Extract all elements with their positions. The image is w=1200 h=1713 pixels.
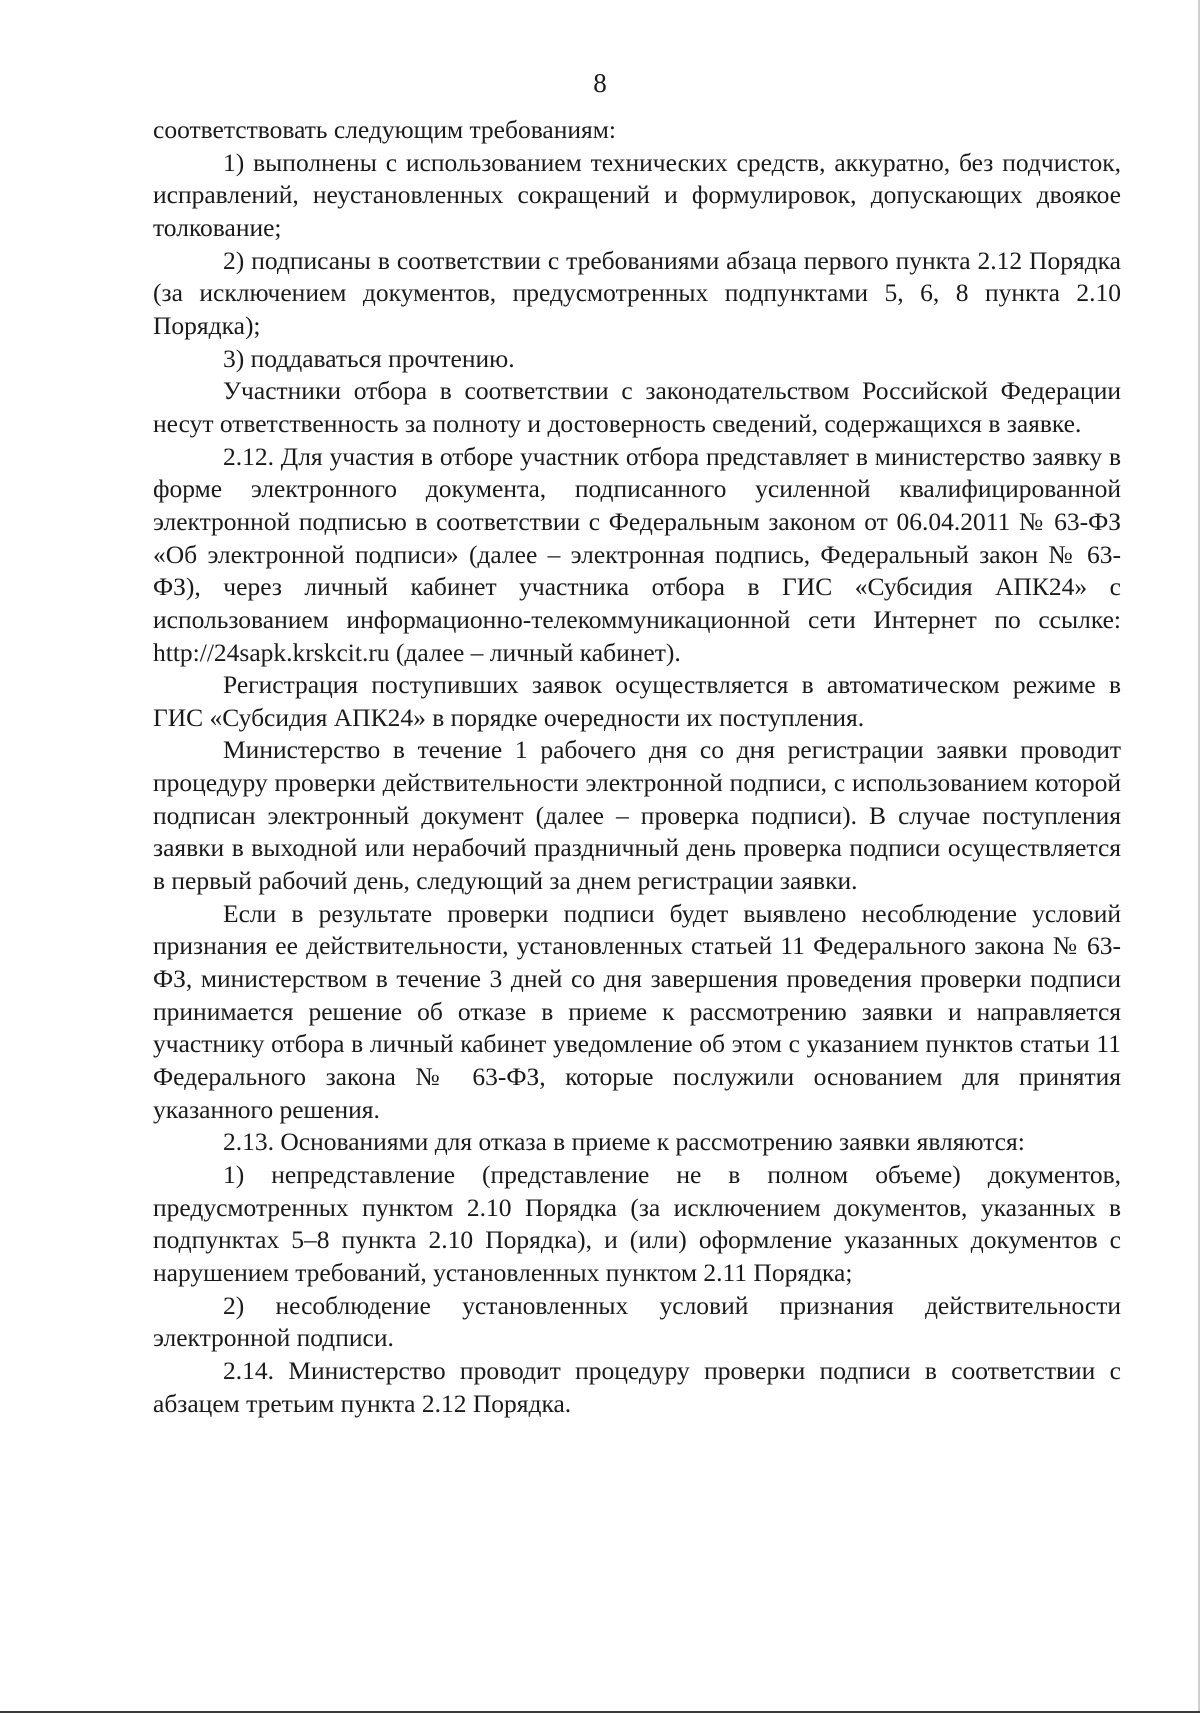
paragraph-refusal-decision: Если в результате проверки подписи будет выявлено несоблюдение условий признания ее действительности, установленных статьей 11 Федерального закона № 63-ФЗ, министерством в течение 3 дней со дня завершения проведения проверки подписи принимается решение об отказе в приеме к рассмотрению заявки и направляется участнику отбора в личный кабинет уведомление об этом с указанием пунктов статьи 11 Федерального закона № 63-ФЗ, которые послужили основанием для принятия указанного решения.: [153, 898, 1121, 1124]
paragraph-2-13: 2.13. Основаниями для отказа в приеме к рассмотрению заявки являются:: [223, 1127, 1025, 1157]
paragraph-continuation: соответствовать следующим требованиям:: [153, 115, 616, 144]
paragraph-2-12: 2.12. Для участия в отборе участник отбора представляет в министерство заявку в форме электронного документа, подписанного усиленной квалифицированной электронной подписью в соответствии с Федеральным законом от 06.04.2011 № 63-ФЗ «Об электронной подписи» (далее – электронная подпись, Федеральный закон № 63-ФЗ), через личный кабинет участника отбора в ГИС «Субсидия АПК24» с использованием информационно-телекоммуникационной сети Интернет по ссылке: http://24sapk.krskcit.ru (далее – личный кабинет).: [153, 441, 1121, 667]
paragraph-2-13-item-1: 1) непредставление (представление не в полном объеме) документов, предусмотренных пунктом 2.10 Порядка (за исключением документов, указанных в подпунктах 5–8 пункта 2.10 Порядка), и (или) оформление указанных документов с нарушением требований, установленных пунктом 2.11 Порядка;: [153, 1160, 1121, 1287]
paragraph-signature-check: Министерство в течение 1 рабочего дня со дня регистрации заявки проводит процедуру проверки действительности электронной подписи, с использованием которой подписан электронный документ (далее – проверка подписи). В случае поступления заявки в выходной или нерабочий праздничный день проверка подписи осуществляется в первый рабочий день, следующий за днем регистрации заявки.: [153, 735, 1121, 896]
page-number: 8: [593, 68, 607, 98]
document-body: [153, 114, 1121, 1420]
paragraph-participants-responsibility: Участники отбора в соответствии с законодательством Российской Федерации несут ответственность за полноту и достоверность сведений, содержащихся в заявке.: [153, 376, 1121, 438]
paragraph-2-13-item-2: 2) несоблюдение установленных условий признания действительности электронной подписи.: [153, 1290, 1121, 1353]
paragraph-item-2: 2) подписаны в соответствии с требованиями абзаца первого пункта 2.12 Порядка (за исключением документов, предусмотренных подпунктами 5, 6, 8 пункта 2.10 Порядка);: [153, 245, 1121, 340]
paragraph-item-3: 3) поддаваться прочтению.: [223, 343, 515, 373]
paragraph-item-1: 1) выполнены с использованием технических средств, аккуратно, без подчисток, исправлений, неустановленных сокращений и формулировок, допускающих двоякое толкование;: [153, 147, 1121, 242]
paragraph-2-14: 2.14. Министерство проводит процедуру проверки подписи в соответствии с абзацем третьим пункта 2.12 Порядка.: [153, 1355, 1121, 1418]
paragraph-registration: Регистрация поступивших заявок осуществляется в автоматическом режиме в ГИС «Субсидия АПК24» в порядке очередности их поступления.: [153, 670, 1121, 732]
